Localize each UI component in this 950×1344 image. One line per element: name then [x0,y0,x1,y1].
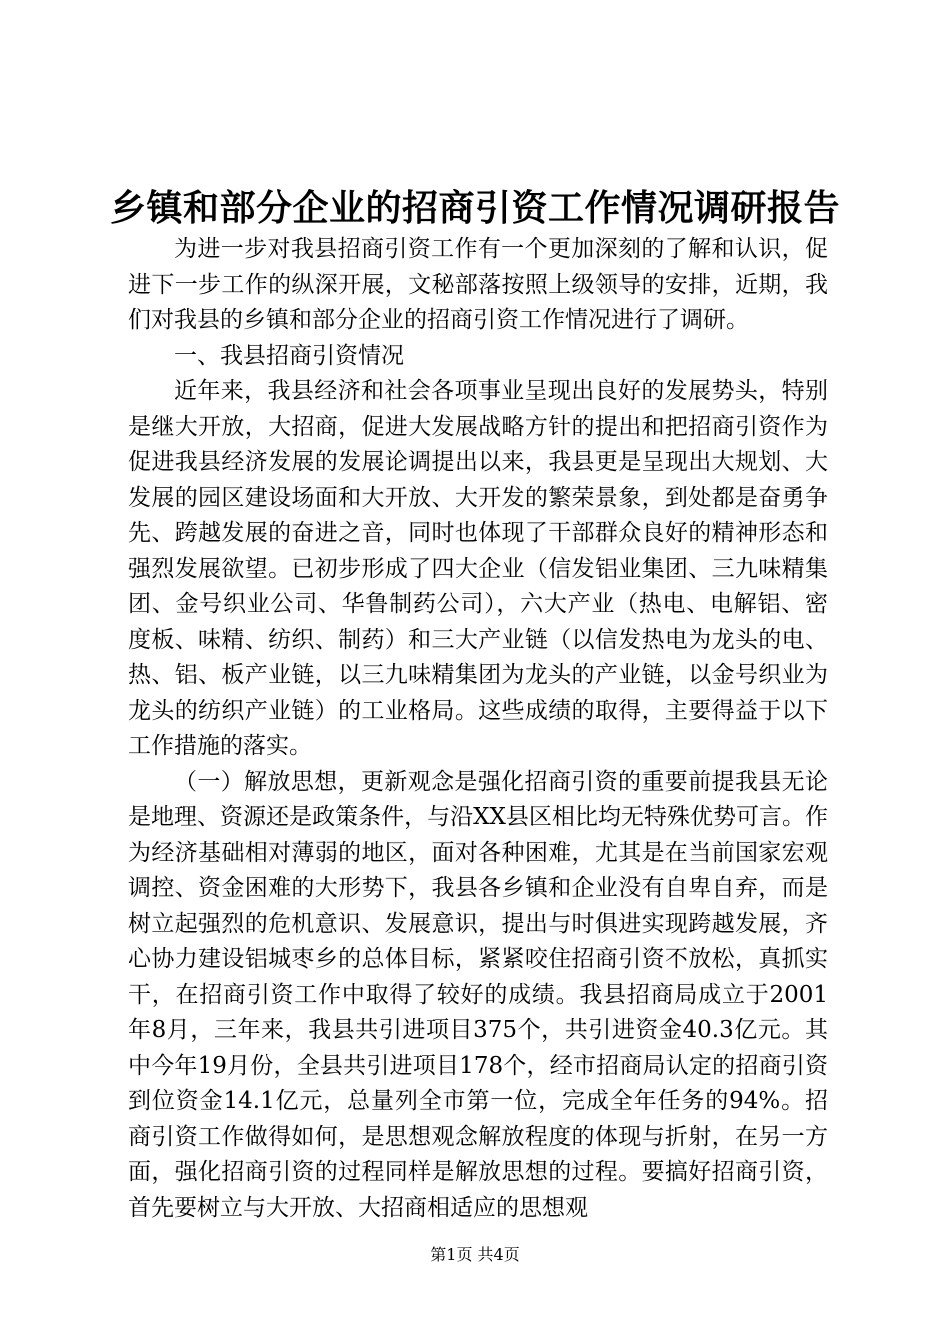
intro-paragraph: 为进一步对我县招商引资工作有一个更加深刻的了解和认识，促进下一步工作的纵深开展，文秘部落按照上级领导的安排，近期，我们对我县的乡镇和部分企业的招商引资工作情况进行了调研。 [128,236,828,333]
body-paragraph: （一）解放思想，更新观念是强化招商引资的重要前提我县无论是地理、资源还是政策条件，与沿XX县区相比均无特殊优势可言。作为经济基础相对薄弱的地区，面对各种困难，尤其是在当前国家宏观调控、资金困难的大形势下，我县各乡镇和企业没有自卑自弃，而是树立起强烈的危机意识、发展意识，提出与时俱进实现跨越发展，齐心协力建设铝城枣乡的总体目标，紧紧咬住招商引资不放松，真抓实干，在招商引资工作中取得了较好的成绩。我县招商局成立于2001年8月，三年来，我县共引进项目375个，共引进资金40.3亿元。其中今年19月份，全县共引进项目178个，经市招商局认定的招商引资到位资金14.1亿元，总量列全市第一位，完成全年任务的94%。招商引资工作做得如何，是思想观念解放程度的体现与折射，在另一方面，强化招商引资的过程同样是解放思想的过程。要搞好招商引资，首先要树立与大开放、大招商相适应的思想观 [128,768,828,1221]
section-heading: 一、我县招商引资情况 [174,342,404,369]
document-body [128,232,828,1226]
document-title: 乡镇和部分企业的招商引资工作情况调研报告 [109,187,840,229]
page-number-footer: 第1页 共4页 [430,1245,520,1264]
body-paragraph: 近年来，我县经济和社会各项事业呈现出良好的发展势头，特别是继大开放，大招商，促进大发展战略方针的提出和把招商引资作为促进我县经济发展的发展论调提出以来，我县更是呈现出大规划、大发展的园区建设场面和大开放、大开发的繁荣景象，到处都是奋勇争先、跨越发展的奋进之音，同时也体现了干部群众良好的精神形态和强烈发展欲望。已初步形成了四大企业（信发铝业集团、三九味精集团、金号织业公司、华鲁制药公司），六大产业（热电、电解铝、密度板、味精、纺织、制药）和三大产业链（以信发热电为龙头的电、热、铝、板产业链，以三九味精集团为龙头的产业链，以金号织业为龙头的纺织产业链）的工业格局。这些成绩的取得，主要得益于以下工作措施的落实。 [128,378,828,759]
